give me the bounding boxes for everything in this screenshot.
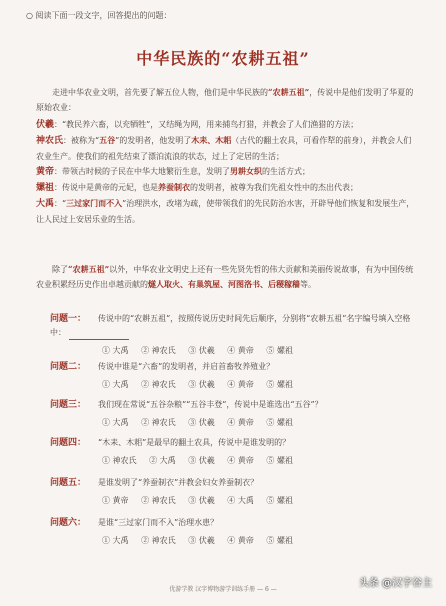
option-item[interactable]: ④ 黄帝 (227, 418, 254, 427)
option-item[interactable]: ② 神农氏 (141, 536, 176, 545)
option-item[interactable]: ② 神农氏 (141, 496, 176, 505)
summary-text: 除了 (52, 265, 68, 274)
summary-paragraph (36, 262, 416, 292)
character-fuxi: 伏羲：“教民养六畜，以充牺牲”，又结绳为网，用来捕鸟打猎，并教会了人们渔猎的方法； (36, 120, 359, 130)
summary-highlight: “农耕五祖” (68, 264, 110, 274)
question-text: 是谁“三过家门而不入”治理水患？ (98, 518, 219, 527)
highlight-text: 三过家门而不入 (66, 198, 123, 208)
option-item[interactable]: ④ 黄帝 (227, 380, 254, 389)
option-item[interactable]: ④ 黄帝 (227, 346, 254, 355)
summary-highlight: 燧人取火、有巢筑屋、河图洛书、后稷稼穑 (148, 279, 300, 289)
option-item[interactable]: ⑤ 嫘祖 (266, 346, 293, 355)
instruction-text: ○ 阅读下面一段文字，回答提出的问题： (26, 11, 172, 20)
option-item[interactable]: ① 黄帝 (102, 496, 129, 505)
option-item[interactable]: ⑤ 嫘祖 (266, 496, 293, 505)
question-label: 问题六： (50, 518, 87, 528)
option-item[interactable]: ④ 大禹 (227, 496, 254, 505)
character-shennong: 神农氏：被称为“五谷”的发明者，他发明了木耒、木耜（古代的翻土农具，可看作犁的前身），并教会人们农业生产。使我们的祖先结束了漂泊流浪的状态，过上了定居的生活； (36, 135, 412, 161)
character-desc: ”治理洪水，改堵为疏，使带领我们的先民防治水害，开辟导他们恢复和发展生产，让人民过上安居乐业的生活。 (36, 199, 415, 224)
answer-blank[interactable] (69, 329, 129, 340)
character-desc: （古代的翻土农具，可看作犁的前身），并教会人们农业生产。 (36, 136, 412, 161)
intro-paragraph (36, 85, 416, 115)
option-item[interactable]: ② 神农氏 (141, 380, 176, 389)
option-item[interactable]: ⑤ 嫘祖 (266, 536, 293, 545)
character-desc: 的生活方式； (262, 167, 311, 176)
character-desc: 被称为“ (71, 136, 100, 145)
page-title: 中华民族的“农耕五祖” (136, 49, 310, 68)
character-desc: “教民养六畜，以充牺牲”，又结绳为网，用来捕鸟打猎，并教会了人们渔猎的方法； (62, 120, 359, 129)
question-6 (50, 516, 420, 548)
character-desc: 使我们的祖先结束了漂泊流浪的状态，过上了定居的生活； (76, 152, 284, 161)
question-text: “木耒、木耜”是最早的翻土农具，传说中是谁发明的？ (98, 438, 291, 447)
question-1 (50, 312, 420, 358)
character-desc: ”的发明者，他发明了 (115, 136, 192, 145)
options-row (102, 534, 420, 548)
options-row (102, 416, 420, 430)
character-desc: “ (62, 199, 67, 208)
question-label: 问题二： (50, 362, 87, 372)
character-dayu: 大禹：“三过家门而不入”治理洪水，改堵为疏，使带领我们的先民防治水害，开辟导他们恢复和发展生产，让人民过上安居乐业的生活。 (36, 198, 415, 224)
summary-text: 以外，中华农业文明史上还有一些先贤先哲的伟大贡献和美丽传说故事，有为中国传统农业积累经历史作出卓越贡献的 (36, 265, 414, 289)
character-desc: 的发明者，被尊为我们先祖女性中的杰出代表； (190, 183, 359, 192)
intro-highlight: “农耕五祖” (268, 87, 310, 97)
watermark: 头条 @汉字谷主 (358, 578, 432, 589)
options-row (102, 494, 420, 508)
character-name: 嫘祖 (36, 183, 55, 193)
highlight-text: 木耒、木耜 (191, 135, 232, 145)
character-name: 大禹 (36, 199, 55, 209)
options-row (102, 454, 420, 468)
option-item[interactable]: ① 大禹 (102, 346, 129, 355)
highlight-text: 养蚕制衣 (158, 182, 191, 192)
question-text: 我们现在常说“五谷杂粮”“五谷丰登”，传说中是谁选出“五谷”？ (98, 400, 323, 409)
page-footer: 优游学教 汉字博物游学训练手册 — 6 — (169, 586, 277, 593)
option-item[interactable]: ④ 黄帝 (227, 536, 254, 545)
option-item[interactable]: ⑤ 嫘祖 (266, 380, 293, 389)
character-list (36, 117, 416, 227)
question-label: 问题五： (50, 478, 87, 488)
character-name: 伏羲 (36, 120, 55, 130)
option-item[interactable]: ④ 黄帝 (227, 456, 254, 465)
option-item[interactable]: ③ 伏羲 (188, 536, 215, 545)
character-desc: 带领古时候的子民在中华大地繁衍生息，发明了 (62, 167, 231, 176)
question-2 (50, 360, 420, 392)
option-item[interactable]: ③ 伏羲 (188, 456, 215, 465)
option-item[interactable]: ① 神农氏 (102, 456, 137, 465)
question-4 (50, 436, 420, 468)
character-name: 黄帝 (36, 167, 55, 177)
intro-text-after: ，传说中是他们发明了华夏的原始农业： (36, 88, 414, 112)
highlight-text: 男耕女织 (230, 166, 263, 176)
summary-text: 等。 (300, 280, 316, 289)
option-item[interactable]: ② 大禹 (149, 456, 176, 465)
question-label: 问题一： (50, 314, 87, 324)
option-item[interactable]: ③ 伏羲 (188, 380, 215, 389)
question-text: 传说中的“农耕五祖”，按照传说历史时间先后顺序，分别将“农耕五祖”名字编号填入空格中： (50, 314, 411, 337)
option-item[interactable]: ② 神农氏 (141, 346, 176, 355)
option-item[interactable]: ③ 伏羲 (188, 418, 215, 427)
character-leizu: 嫘祖：传说中是黄帝的元妃，也是养蚕制衣的发明者，被尊为我们先祖女性中的杰出代表； (36, 182, 359, 193)
question-3 (50, 398, 420, 430)
question-label: 问题四： (50, 438, 87, 448)
option-item[interactable]: ③ 伏羲 (188, 496, 215, 505)
option-item[interactable]: ① 大禹 (102, 536, 129, 545)
option-item[interactable]: ① 大禹 (102, 418, 129, 427)
character-huangdi: 黄帝：带领古时候的子民在中华大地繁衍生息，发明了男耕女织的生活方式； (36, 166, 311, 177)
options-row (102, 344, 420, 358)
intro-text-before: 走进中华农业文明，首先要了解五位人物，他们是中华民族的 (52, 88, 268, 97)
option-item[interactable]: ③ 伏羲 (188, 346, 215, 355)
options-row (102, 378, 420, 392)
character-desc: 传说中是黄帝的元妃，也是 (62, 183, 159, 192)
question-text: 是谁发明了“养蚕制衣”并教会妇女养蚕制衣？ (98, 478, 259, 487)
option-item[interactable]: ⑤ 嫘祖 (266, 418, 293, 427)
option-item[interactable]: ② 神农氏 (141, 418, 176, 427)
question-5 (50, 476, 420, 508)
highlight-text: 五谷 (99, 135, 116, 145)
question-text: 传说中谁是“六畜”的发明者，并启首畜牧养殖业？ (98, 362, 275, 371)
character-name: 神农氏 (36, 136, 64, 146)
option-item[interactable]: ⑤ 嫘祖 (266, 456, 293, 465)
option-item[interactable]: ① 大禹 (102, 380, 129, 389)
question-label: 问题三： (50, 400, 87, 410)
